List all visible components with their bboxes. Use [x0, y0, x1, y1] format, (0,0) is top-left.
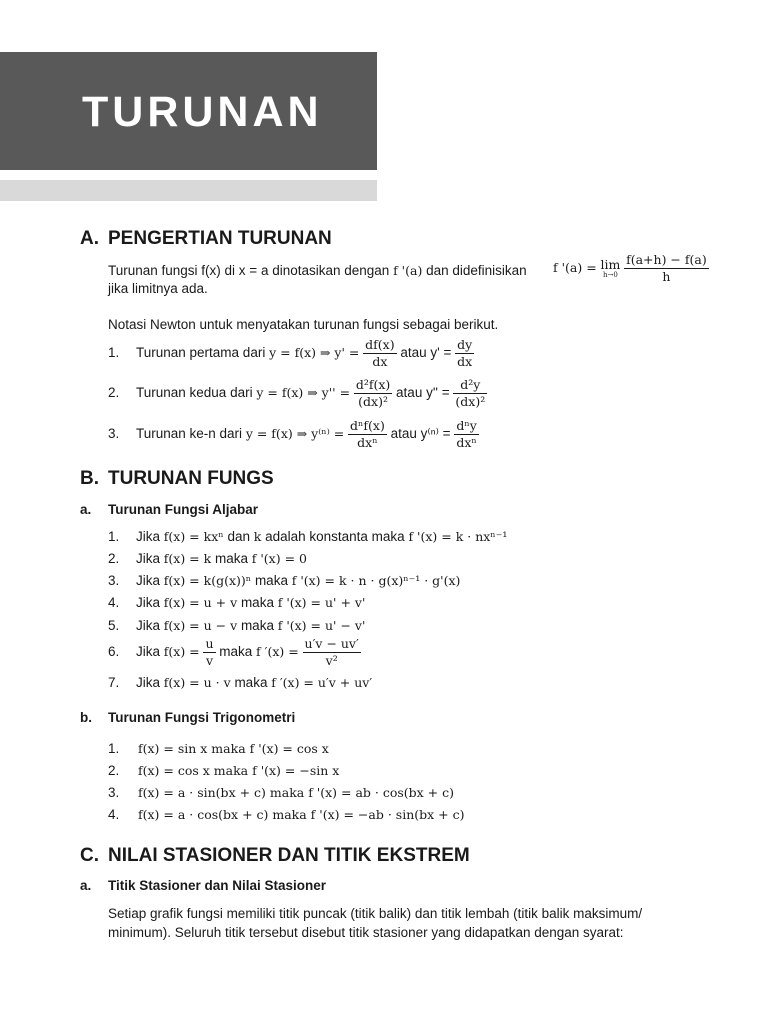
newton-item-1: 1. Turunan pertama dari y = f(x) ⇒ y' = $\frac{df(x)}{dx}$ atau y' = $\frac{dy}{dx}$: [108, 337, 473, 369]
intro-part-2: dan didefinisikan: [426, 263, 527, 278]
aljabar-item-7: 7. Jika f(x) = u · v maka f ′(x) = u′v + uv′: [108, 675, 373, 690]
intro-part-1: Turunan fungsi f(x) di x = a dinotasikan dengan: [108, 263, 390, 278]
trig-item-1: 1. f(x) = sin x maka f '(x) = cos x: [108, 741, 329, 756]
subsection-aljabar: a. Turunan Fungsi Aljabar: [80, 502, 259, 517]
aljabar-item-1: 1. Jika f(x) = kxⁿ dan k adalah konstanta maka f '(x) = k · nxⁿ⁻¹: [108, 529, 508, 544]
aljabar-item-6: 6. Jika f(x) = $\frac{u}{v}$ maka f ′(x) = $\frac{u'v - uv'}{\text{v²}}$: [108, 636, 359, 668]
aljabar-item-3: 3. Jika f(x) = k(g(x))ⁿ maka f '(x) = k · n · g(x)ⁿ⁻¹ · g'(x): [108, 573, 461, 588]
section-a-heading: [80, 228, 332, 250]
section-b-title: TURUNAN FUNGS: [108, 468, 274, 489]
aljabar-item-5: 5. Jika f(x) = u − v maka f '(x) = u' − v': [108, 618, 366, 633]
section-a-label: A.: [80, 228, 99, 249]
section-c-heading: [80, 845, 470, 867]
section-c-title: NILAI STASIONER DAN TITIK EKSTREM: [108, 845, 470, 866]
section-b-heading: [80, 468, 274, 490]
stasioner-paragraph: Setiap grafik fungsi memiliki titik puncak (titik balik) dan titik lembah (titik balik maksimum/ minimum). Seluruh titik tersebut disebut titik stasioner yang didapatkan dengan syarat:: [108, 906, 643, 940]
trig-item-4: 4. f(x) = a · cos(bx + c) maka f '(x) = −ab · sin(bx + c): [108, 807, 465, 822]
definition-line: [108, 262, 527, 280]
aljabar-item-4: 4. Jika f(x) = u + v maka f '(x) = u' + v': [108, 595, 366, 610]
aljabar-item-2: 2. Jika f(x) = k maka f '(x) = 0: [108, 551, 307, 566]
page-title: TURUNAN: [82, 88, 323, 136]
title-underline-bar: [0, 180, 377, 201]
def-lim: lim h→0: [600, 256, 621, 279]
trig-item-3: 3. f(x) = a · sin(bx + c) maka f '(x) = ab · cos(bx + c): [108, 785, 454, 800]
limit-definition: [553, 252, 709, 285]
section-b-label: B.: [80, 468, 99, 489]
intro-part-3: jika limitnya ada.: [108, 281, 208, 296]
section-c-label: C.: [80, 845, 99, 866]
subsection-trigonometri: b. Turunan Fungsi Trigonometri: [80, 710, 296, 725]
def-lhs: f '(a) =: [553, 260, 597, 276]
section-a-title: PENGERTIAN TURUNAN: [108, 228, 332, 249]
trig-item-2: 2. f(x) = cos x maka f '(x) = −sin x: [108, 763, 340, 778]
subsection-stasioner: a. Titik Stasioner dan Nilai Stasioner: [80, 878, 327, 893]
newton-item-2: 2. Turunan kedua dari y = f(x) ⇒ y'' = $\frac{\text{d²f(x)}}{\text{(dx)²}}$ atau y'' = $\frac{\text{d²y}}{\text{(dx)²}}$: [108, 377, 486, 409]
newton-intro: Notasi Newton untuk menyatakan turunan fungsi sebagai berikut.: [108, 317, 499, 332]
newton-item-3: 3. Turunan ke-n dari y = f(x) ⇒ y⁽ⁿ⁾ = dⁿf(x) dxⁿ atau y⁽ⁿ⁾ = dⁿy dxⁿ: [108, 418, 477, 450]
intro-fa: f '(a): [393, 263, 423, 278]
def-fraction: $\frac{f(a+h) - f(a)}{h}$: [626, 252, 707, 284]
